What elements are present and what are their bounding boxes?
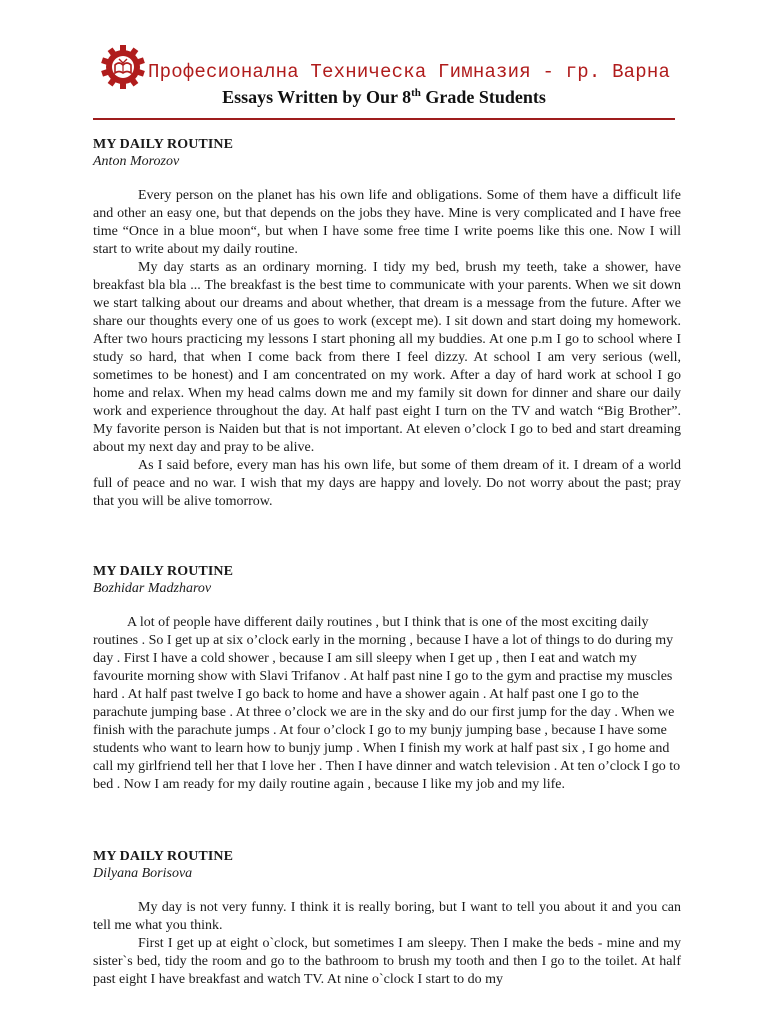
essay-body bbox=[93, 187, 681, 511]
essay-paragraph: My day is not very funny. I think it is really boring, but I want to tell you about it and you can tell me what you think. bbox=[93, 900, 681, 933]
essay-paragraph: My day starts as an ordinary morning. I tidy my bed, brush my teeth, take a shower, have breakfast bla bla ... The breakfast is the best time to communicate with your parents. When we sit down we start talking about our dreams and about whether, that dream is a message from the future. After we share our thoughts every one of us goes to work (except me). I sit down and start doing my homework. After two hours practicing my lessons I start phoning all my buddies. At one p.m I go to school where I study so hard, that when I come back from there I feel dizzy. At school I am very serious (well, sometimes to be honest) and I am concentrated on my work. After a day of hard work at school I go home and relax. When my head calms down me and my family sit down for dinner and share our daily work and experience throughout the day. At half past eight I turn on the TV and watch “Big Brother”. My favorite person is Naiden but that is not important. At eleven o’clock I go to bed and start dreaming about my next day and pray to be alive. bbox=[93, 260, 681, 455]
essay-title: MY DAILY ROUTINE bbox=[93, 137, 234, 152]
essay-title: MY DAILY ROUTINE bbox=[93, 849, 234, 864]
essay-author: Bozhidar Madzharov bbox=[93, 581, 212, 596]
school-name: Професионална Техническа Гимназия - гр. Варна bbox=[148, 61, 671, 83]
logo-gear-tooth bbox=[120, 45, 126, 53]
essay-paragraph: A lot of people have different daily routines , but I think that is one of the most exciting daily routines . So I get up at six o’clock early in the morning , because I have a lot of things to do during my day . First I have a cold shower , because I am sill sleepy when I get up , then I eat and watch my favourite morning show with Slavi Trifanov . At half past nine I go to the gym and practise my muscles hard . At half past twelve I go back to home and have a shower again . At half past one I go to the parachute jumping base . At three o’clock we are in the sky and do our first jump for the day . When we finish with the parachute jumps . At four o’clock I go to my bunjy jumping base , because I have some students who want to learn how to bunjy jump . When I finish my work at half past six , I go home and call my girlfriend tell her that I love her . Then I have dinner and watch television . At ten o’clock I go to bed . Now I am ready for my daily routine again , because I like my job and my life. bbox=[93, 615, 681, 792]
essay-anton-morozov bbox=[93, 136, 681, 511]
essay-paragraph: As I said before, every man has his own life, but some of them dream of it. I dream of a world full of peace and no war. I wish that my days are happy and lovely. Do not worry about the past; pray that you will be alive tomorrow. bbox=[93, 458, 681, 509]
page-subtitle bbox=[0, 87, 768, 108]
essay-author: Anton Morozov bbox=[93, 154, 180, 169]
essay-title: MY DAILY ROUTINE bbox=[93, 564, 234, 579]
essay-body bbox=[93, 614, 681, 794]
essay-dilyana-borisova bbox=[93, 848, 681, 989]
essay-paragraph: Every person on the planet has his own life and obligations. Some of them have a difficult life and other an easy one, but that depends on the jobs they have. Mine is very complicated and I have free time “Once in a blue moon“, but when I have some free time I write poems like this one. Now I will start to write about my daily routine. bbox=[93, 188, 681, 257]
page-header bbox=[0, 0, 768, 125]
subtitle-ordinal: th bbox=[411, 87, 421, 99]
essay-body bbox=[93, 899, 681, 989]
subtitle-text-end: Grade Students bbox=[420, 87, 546, 107]
header-divider bbox=[93, 118, 675, 120]
subtitle-text: Essays Written by Our 8 bbox=[222, 87, 412, 107]
essay-author: Dilyana Borisova bbox=[93, 866, 193, 881]
essay-paragraph: First I get up at eight o`clock, but sometimes I am sleepy. Then I make the beds - mine and my sister`s bed, tidy the room and go to the bathroom to brush my tooth and then I go to the toilet. At half past eight I have breakfast and watch TV. At nine o`clock I start to do my bbox=[93, 936, 681, 987]
gear-book-logo-icon bbox=[100, 44, 146, 90]
essay-bozhidar-madzharov bbox=[93, 563, 681, 794]
